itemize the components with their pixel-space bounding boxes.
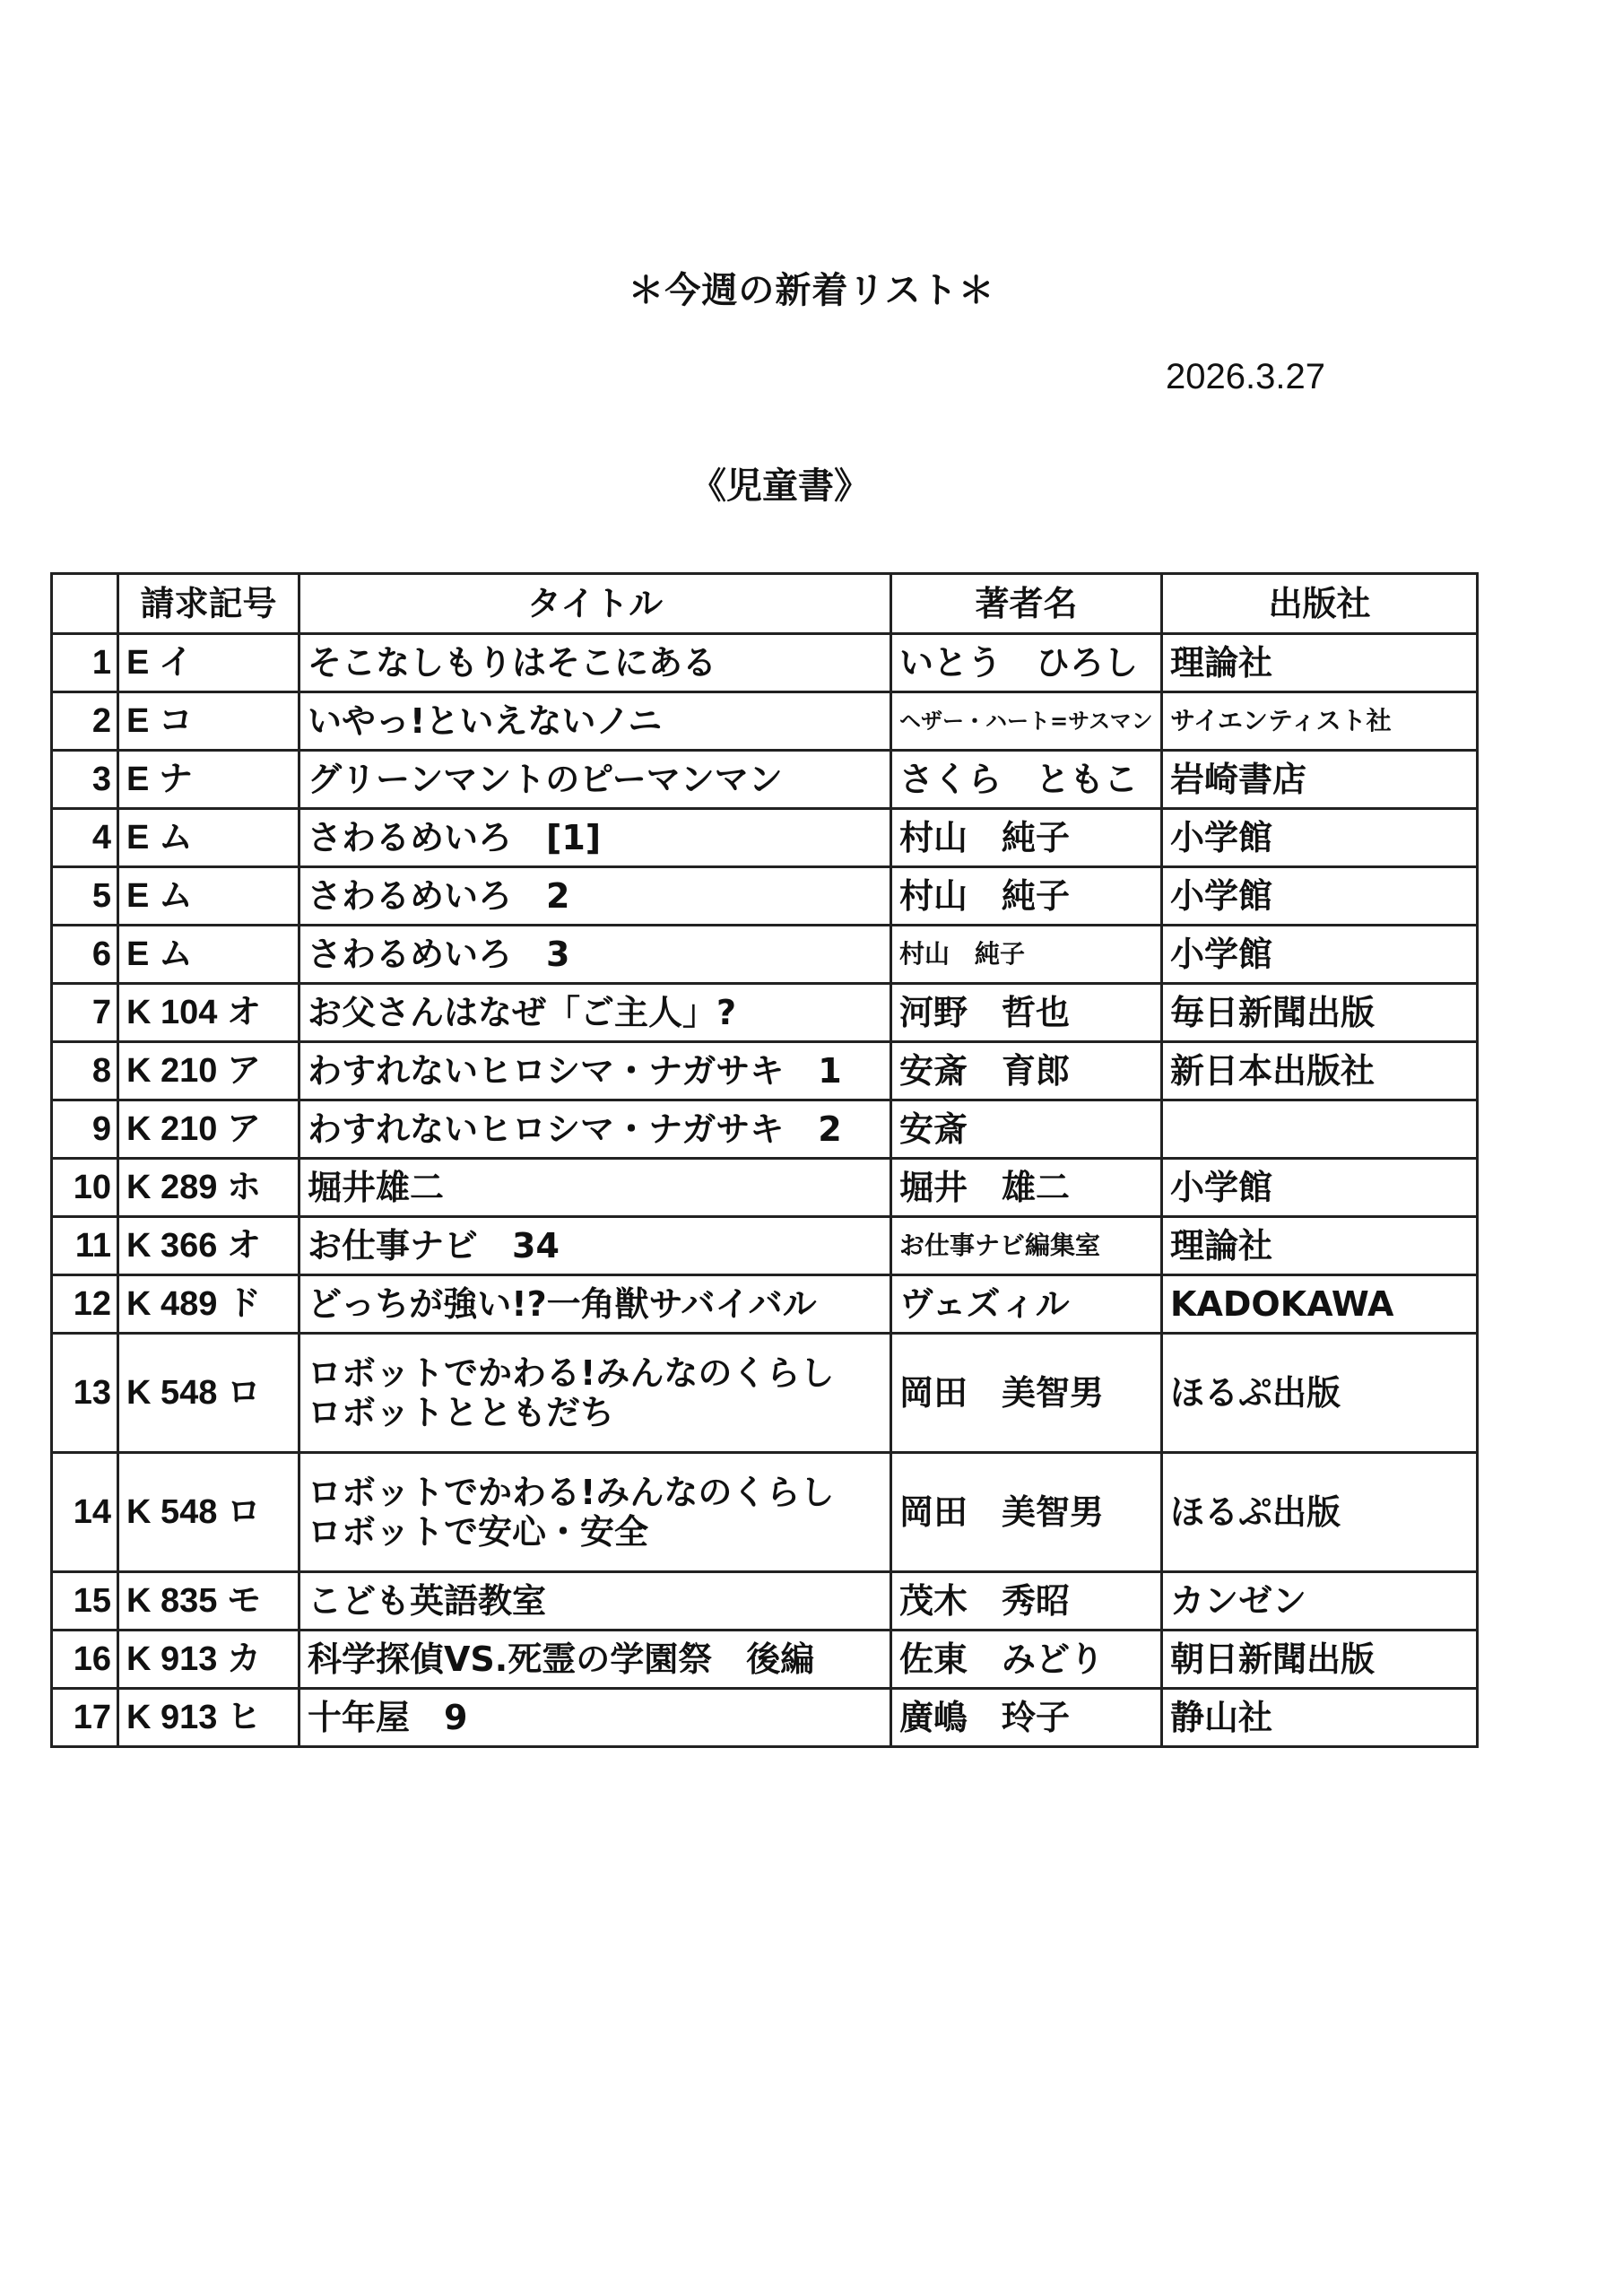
- table-row: [52, 1334, 1478, 1453]
- call-number: K 913 ヒ: [118, 1689, 299, 1747]
- book-title: [299, 926, 891, 984]
- author: 茂木 秀昭: [891, 1572, 1162, 1631]
- table-row: [52, 1275, 1478, 1334]
- section-title: 《児童書》: [690, 465, 870, 507]
- row-number: 10: [52, 1159, 118, 1217]
- row-number: 15: [52, 1572, 118, 1631]
- publisher: 新日本出版社: [1162, 1042, 1478, 1100]
- book-title: [299, 634, 891, 692]
- author: ヴェズィル: [891, 1275, 1162, 1334]
- author: 廣嶋 玲子: [891, 1689, 1162, 1747]
- table-header-row: [52, 574, 1478, 634]
- book-title-line: いやっ!といえないノニ: [308, 701, 663, 741]
- book-title: [299, 1042, 891, 1100]
- book-title-line: どっちが強い!?一角獣サバイバル: [308, 1284, 817, 1324]
- publisher: 小学館: [1162, 926, 1478, 984]
- publisher: カンゼン: [1162, 1572, 1478, 1631]
- table-row: [52, 1159, 1478, 1217]
- call-number: K 104 オ: [118, 984, 299, 1042]
- column-header-title: タイトル: [299, 574, 891, 634]
- page-title: ＊今週の新着リスト＊: [628, 270, 995, 311]
- row-number: 5: [52, 867, 118, 926]
- column-header-publisher: 出版社: [1162, 574, 1478, 634]
- row-number: 2: [52, 692, 118, 751]
- row-number: 11: [52, 1217, 118, 1275]
- column-header-no: [52, 574, 118, 634]
- row-number: 3: [52, 751, 118, 809]
- table-row: [52, 1217, 1478, 1275]
- book-title: [299, 1453, 891, 1572]
- call-number: E ナ: [118, 751, 299, 809]
- book-title-line: わすれないヒロシマ・ナガサキ 2: [308, 1109, 842, 1149]
- row-number: 6: [52, 926, 118, 984]
- author: 河野 哲也: [891, 984, 1162, 1042]
- book-title: [299, 809, 891, 867]
- row-number: 12: [52, 1275, 118, 1334]
- call-number: E ム: [118, 926, 299, 984]
- table-row: [52, 1572, 1478, 1631]
- table-row: [52, 867, 1478, 926]
- table-row: [52, 634, 1478, 692]
- table-body: [52, 634, 1478, 1747]
- column-header-author: 著者名: [891, 574, 1162, 634]
- publisher: KADOKAWA: [1162, 1275, 1478, 1334]
- book-title-line: こども英語教室: [308, 1581, 547, 1621]
- author: お仕事ナビ編集室: [891, 1217, 1162, 1275]
- table-row: [52, 926, 1478, 984]
- book-title-line: ロボットでかわる!みんなのくらし: [308, 1473, 835, 1512]
- book-title: [299, 867, 891, 926]
- book-title-line: お仕事ナビ 34: [308, 1226, 560, 1265]
- book-title: [299, 1159, 891, 1217]
- book-title: [299, 1275, 891, 1334]
- book-subtitle-line: ロボットとともだち: [308, 1393, 615, 1432]
- publisher: 小学館: [1162, 809, 1478, 867]
- author: いとう ひろし: [891, 634, 1162, 692]
- publisher: ほるぷ出版: [1162, 1334, 1478, 1453]
- publisher: サイエンティスト社: [1162, 692, 1478, 751]
- author: 安斎 育郎: [891, 1042, 1162, 1100]
- book-title-line: ロボットでかわる!みんなのくらし: [308, 1353, 835, 1393]
- book-title-line: さわるめいろ 2: [308, 876, 570, 916]
- book-title: [299, 1572, 891, 1631]
- author: ヘザー・ハート=サスマン: [891, 692, 1162, 751]
- publisher: 朝日新聞出版: [1162, 1631, 1478, 1689]
- publisher: ほるぷ出版: [1162, 1453, 1478, 1572]
- book-title: [299, 984, 891, 1042]
- publisher: 岩崎書店: [1162, 751, 1478, 809]
- table-row: [52, 1100, 1478, 1159]
- book-title: [299, 1689, 891, 1747]
- row-number: 9: [52, 1100, 118, 1159]
- book-title: [299, 751, 891, 809]
- book-title-line: 科学探偵VS.死霊の学園祭 後編: [308, 1639, 815, 1679]
- table-row: [52, 1042, 1478, 1100]
- new-arrivals-table: [50, 572, 1479, 1748]
- row-number: 13: [52, 1334, 118, 1453]
- row-number: 4: [52, 809, 118, 867]
- call-number: K 835 モ: [118, 1572, 299, 1631]
- author: 村山 純子: [891, 809, 1162, 867]
- book-title-line: さわるめいろ 3: [308, 935, 570, 974]
- publisher: [1162, 1100, 1478, 1159]
- row-number: 14: [52, 1453, 118, 1572]
- author: 安斎: [891, 1100, 1162, 1159]
- author: 佐東 みどり: [891, 1631, 1162, 1689]
- row-number: 16: [52, 1631, 118, 1689]
- book-title-line: わすれないヒロシマ・ナガサキ 1: [308, 1051, 842, 1091]
- author: 村山 純子: [891, 867, 1162, 926]
- table-row: [52, 984, 1478, 1042]
- publisher: 毎日新聞出版: [1162, 984, 1478, 1042]
- book-title-line: さわるめいろ [1]: [308, 818, 602, 857]
- table-row: [52, 751, 1478, 809]
- author: 岡田 美智男: [891, 1453, 1162, 1572]
- table-row: [52, 1689, 1478, 1747]
- call-number: E ム: [118, 809, 299, 867]
- call-number: K 489 ド: [118, 1275, 299, 1334]
- column-header-call-number: 請求記号: [118, 574, 299, 634]
- row-number: 8: [52, 1042, 118, 1100]
- call-number: K 366 オ: [118, 1217, 299, 1275]
- publisher: 理論社: [1162, 634, 1478, 692]
- row-number: 7: [52, 984, 118, 1042]
- book-title: [299, 1100, 891, 1159]
- row-number: 1: [52, 634, 118, 692]
- table-row: [52, 1453, 1478, 1572]
- call-number: K 210 ア: [118, 1100, 299, 1159]
- author: 岡田 美智男: [891, 1334, 1162, 1453]
- publisher: 理論社: [1162, 1217, 1478, 1275]
- call-number: E コ: [118, 692, 299, 751]
- call-number: K 548 ロ: [118, 1453, 299, 1572]
- book-title-line: そこなしもりはそこにある: [308, 643, 717, 683]
- author: 堀井 雄二: [891, 1159, 1162, 1217]
- call-number: K 289 ホ: [118, 1159, 299, 1217]
- book-title-line: お父さんはなぜ「ご主人」?: [308, 993, 737, 1032]
- book-title: [299, 1217, 891, 1275]
- book-title-line: グリーンマントのピーマンマン: [308, 760, 783, 799]
- book-title: [299, 1334, 891, 1453]
- call-number: K 913 カ: [118, 1631, 299, 1689]
- list-date: 2026.3.27: [1166, 357, 1325, 396]
- publisher: 小学館: [1162, 867, 1478, 926]
- row-number: 17: [52, 1689, 118, 1747]
- table-row: [52, 692, 1478, 751]
- book-title: [299, 1631, 891, 1689]
- call-number: K 548 ロ: [118, 1334, 299, 1453]
- publisher: 小学館: [1162, 1159, 1478, 1217]
- call-number: E イ: [118, 634, 299, 692]
- table-row: [52, 809, 1478, 867]
- book-subtitle-line: ロボットで安心・安全: [308, 1512, 649, 1552]
- call-number: K 210 ア: [118, 1042, 299, 1100]
- table-row: [52, 1631, 1478, 1689]
- author: 村山 純子: [891, 926, 1162, 984]
- author: さくら ともこ: [891, 751, 1162, 809]
- book-title: [299, 692, 891, 751]
- book-title-line: 堀井雄二: [308, 1168, 445, 1207]
- book-title-line: 十年屋 9: [308, 1698, 468, 1737]
- publisher: 静山社: [1162, 1689, 1478, 1747]
- call-number: E ム: [118, 867, 299, 926]
